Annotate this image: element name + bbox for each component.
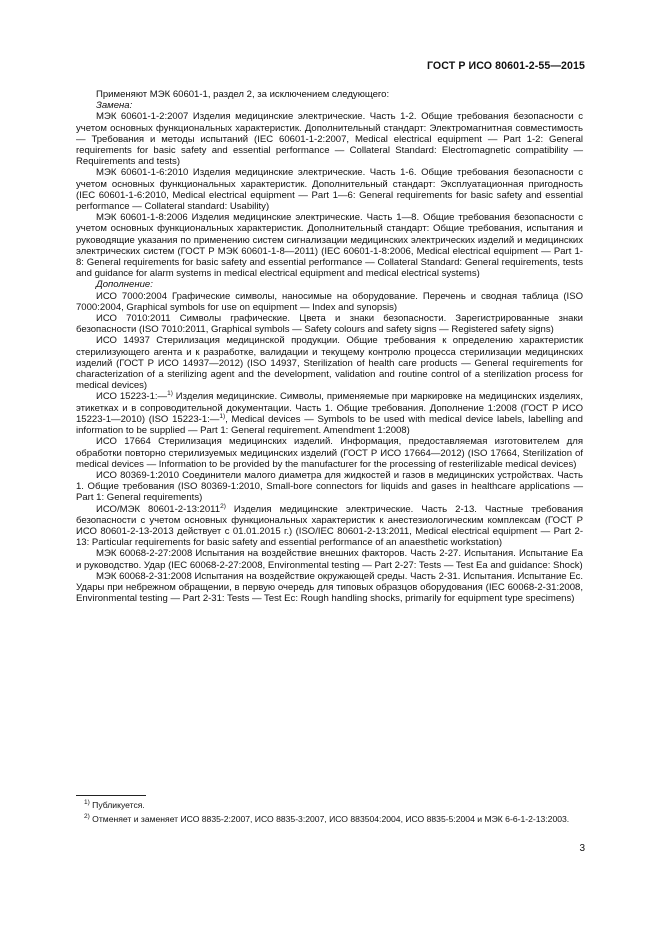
page-body bbox=[76, 89, 583, 604]
reference-text: Изделия медицинские. Символы, применяемые при маркировке на медицинских изделиях, этикетках и в сопроводительной документации. Часть 1. Общие требования. Дополнение 1:2008 (ГОСТ Р ИСО 15223-1—2010) (ISO 15223-1:— bbox=[76, 391, 583, 425]
reference-item: МЭК 60601-1-6:2010 Изделия медицинские электрические. Часть 1-6. Общие требования безопасности с учетом основных функциональных характеристик. Дополнительный стандарт: Эксплуатационная пригодность (IEC 60601-1-6:2010, Medical electrical equipment — Part 1—6: General requirements for basic safety and essential performance — Collateral standard: Usability) bbox=[76, 167, 583, 213]
reference-text: ИСО 15223-1:— bbox=[96, 391, 168, 403]
page-number: 3 bbox=[579, 843, 585, 854]
reference-item: МЭК 60068-2-27:2008 Испытания на воздействие внешних факторов. Часть 2-27. Испытания. Испытание Еа и руководство. Удар (IEC 60068-2-27:2008, Environmental testing — Part 2-27: Tests — Test Ea and guidance: Shock) bbox=[76, 548, 583, 571]
footnote-mark: 2) bbox=[84, 813, 90, 821]
footnote-mark: 1) bbox=[167, 390, 173, 398]
reference-text: Изделия медицинские электрические. Часть 2-13. Частные требования безопасности с учетом основных функциональных характеристик к анестезиологическим комплексам (ГОСТ Р ИСО 80601-2-13-2013 действует с 01.01.2015 г.) (ISO/IEC 80601-2-13:2011, Medical electrical equipment — Part 2-13: Particular requirements for basic safety and essential performance of an anaesthetic workstation) bbox=[76, 503, 584, 549]
footnote bbox=[76, 800, 583, 810]
reference-item bbox=[76, 391, 583, 436]
footnote bbox=[76, 814, 583, 824]
reference-item: МЭК 60601-1-2:2007 Изделия медицинские электрические. Часть 1-2. Общие требования безопасности с учетом основных функциональных характеристик. Дополнительный стандарт: Электромагнитная совместимость — Требования и методы испытаний (IEC 60601-1-2:2007, Medical electrical equipment — Part 1-2: General requirements for basic safety and essential performance — Collateral Standard: Electromagnetic compatibility — Requirements and tests) bbox=[76, 111, 583, 168]
footnotes bbox=[76, 795, 583, 828]
replacement-heading: Замена: bbox=[96, 100, 133, 112]
reference-item: ИСО 7000:2004 Графические символы, наносимые на оборудование. Перечень и сводная таблица (ISO 7000:2004, Graphical symbols for use on equipment — Index and synopsis) bbox=[76, 290, 583, 313]
reference-text: , Medical devices — Symbols to be used with medical device labels, labelling and information to be supplied — Part 1: General requirement. Amendment 1:2008) bbox=[76, 413, 583, 437]
reference-item: ИСО 80369-1:2010 Соединители малого диаметра для жидкостей и газов в медицинских устройствах. Часть 1. Общие требования (ISO 80369-1:2010, Small-bore connectors for liquids and gases in healthcare applications — Part 1: General requirements) bbox=[76, 469, 583, 504]
footnote-mark: 1) bbox=[219, 412, 226, 420]
footnote-mark: 2) bbox=[220, 502, 226, 510]
reference-item: МЭК 60068-2-31:2008 Испытания на воздействие окружающей среды. Часть 2-31. Испытания. Испытание Ес. Удары при небрежном обращении, в первую очередь для типовых образцов оборудования (IEC 60068-2-31:2008, Environmental testing — Part 2-31: Tests — Test Ec: Rough handling shocks, primarily for equipment type specimens) bbox=[76, 570, 583, 605]
reference-item: МЭК 60601-1-8:2006 Изделия медицинские электрические. Часть 1—8. Общие требования безопасности с учетом основных функциональных характеристик. Дополнительный стандарт: Общие требования, испытания и руководящие указания по применению систем сигнализации медицинских электрических изделий и медицинских электрических систем (ГОСТ Р МЭК 60601-1-8—2011) (IEC 60601-1-8:2006, Medical electrical equipment — Part 1-8: General requirements for basic safety and essential performance — Collateral Standard: General requirements, tests and guidance for alarm systems in medical electrical equipment and medical electrical systems) bbox=[76, 212, 583, 280]
reference-item: ИСО 14937 Стерилизация медицинской продукции. Общие требования к определению характеристик стерилизующего агента и к разработке, валидации и текущему контролю процесса стерилизации медицинских изделий (ГОСТ Р ИСО 14937—2012) (ISO 14937, Sterilization of health care products — General requirements for characterization of a sterilizing agent and the development, validation and routine control of a sterilization process for medical devices) bbox=[76, 335, 583, 392]
intro-paragraph: Применяют МЭК 60601-1, раздел 2, за исключением следующего: bbox=[96, 89, 390, 100]
reference-item: ИСО 17664 Стерилизация медицинских изделий. Информация, предоставляемая изготовителем для обработки повторно стерилизуемых медицинских изделий (ГОСТ Р ИСО 17664—2012) (ISO 17664, Sterilization of medical devices — Information to be provided by the manufacturer for the processing of resterilizable medical devices) bbox=[76, 436, 583, 470]
addition-heading: Дополнение: bbox=[96, 279, 153, 291]
footnote-text: Публикуется. bbox=[89, 800, 145, 810]
footnote-divider bbox=[76, 795, 146, 796]
reference-item: ИСО 7010:2011 Символы графические. Цвета и знаки безопасности. Зарегистрированные знаки безопасности (ISO 7010:2011, Graphical symbols — Safety colours and safety signs — Registered safety signs) bbox=[76, 313, 583, 336]
document-header: ГОСТ Р ИСО 80601-2-55—2015 bbox=[426, 60, 585, 72]
footnote-text: Отменяет и заменяет ИСО 8835-2:2007, ИСО 8835-3:2007, ИСО 883504:2004, ИСО 8835-5:2004 и МЭК 6-6-1-2-13:2003. bbox=[89, 814, 570, 825]
footnote-mark: 1) bbox=[84, 799, 90, 807]
reference-text: ИСО/МЭК 80601-2-13:2011 bbox=[96, 503, 221, 515]
reference-item bbox=[76, 504, 583, 549]
